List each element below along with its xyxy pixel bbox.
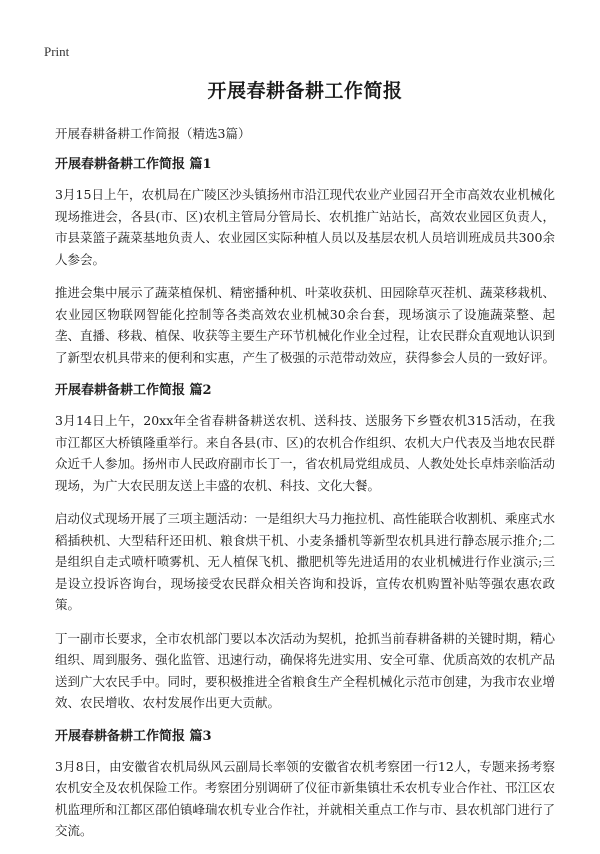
section-heading: 开展春耕备耕工作简报 篇3 [55, 728, 212, 744]
section-3 [55, 726, 555, 842]
paragraph: 丁一副市长要求，全市农机部门要以本次活动为契机，抢抓当前春耕备耕的关键时期，精心组织、周到服务、强化监管、迅速行动，确保将先进实用、安全可靠、优质高效的农机产品送到广大农民手中。同时，要积极推进全省粮食生产全程机械化示范市创建，为我市农业增效、农民增收、农村发展作出更大贡献。 [55, 630, 556, 710]
paragraph: 推进会集中展示了蔬菜植保机、精密播种机、叶菜收获机、田园除草灭茬机、蔬菜移栽机、农业园区物联网智能化控制等各类高效农业机械30余台套，现场演示了设施蔬菜整、起垄、直播、移栽、植保、收获等主要生产环节机械化作业全过程，让农民群众直观地认识到了新型农机具带来的便利和实惠，产生了极强的示范带动效应，获得参会人员的一致好评。 [55, 285, 556, 365]
page-title: 开展春耕备耕工作简报 [207, 80, 403, 102]
print-link[interactable]: Print [44, 44, 70, 59]
document-intro: 开展春耕备耕工作简报（精选3篇） [55, 126, 251, 141]
paragraph: 3月14日上午，20xx年全省春耕备耕送农机、送科技、送服务下乡暨农机315活动，在我市江都区大桥镇隆重举行。来自各县(市、区)的农机合作组织、农机大户代表及当地农民群众近千人参加。扬州市人民政府副市长丁一，省农机局党组成员、人教处处长卓炜亲临活动现场，为广大农民朋友送上丰盛的农机、科技、文化大餐。 [55, 413, 556, 493]
section-1 [55, 154, 555, 368]
section-heading: 开展春耕备耕工作简报 篇2 [55, 383, 212, 398]
section-2 [55, 380, 555, 714]
paragraph: 3月8日，由安徽省农机局纵风云副局长率领的安徽省农机考察团一行12人，专题来扬考察农机安全及农机保险工作。考察团分别调研了仪征市新集镇壮禾农机专业合作社、邗江区农机监理所和江都区邵伯镇峰瑞农机专业合作社，并就相关重点工作与市、县农机部门进行了交流。 [55, 758, 556, 838]
paragraph: 3月15日上午，农机局在广陵区沙头镇扬州市沿江现代农业产业园召开全市高效农业机械化现场推进会，各县(市、区)农机主管局分管局长、农机推广站站长，高效农业园区负责人，市县菜篮子蔬菜基地负责人、农业园区实际种植人员以及基层农机人员培训班成员共300余人参会。 [55, 187, 555, 267]
paragraph: 启动仪式现场开展了三项主题活动：一是组织大马力拖拉机、高性能联合收割机、乘座式水稻插秧机、大型秸秆还田机、粮食烘干机、小麦条播机等新型农机具进行静态展示推介;二是组织自走式喷杆喷雾机、无人植保飞机、撒肥机等先进适用的农业机械进行作业演示;三是设立投诉咨询台，现场接受农民群众相关咨询和投诉，宣传农机购置补贴等强农惠农政策。 [55, 511, 556, 612]
section-heading: 开展春耕备耕工作简报 篇1 [55, 157, 212, 172]
document-body [55, 78, 555, 854]
